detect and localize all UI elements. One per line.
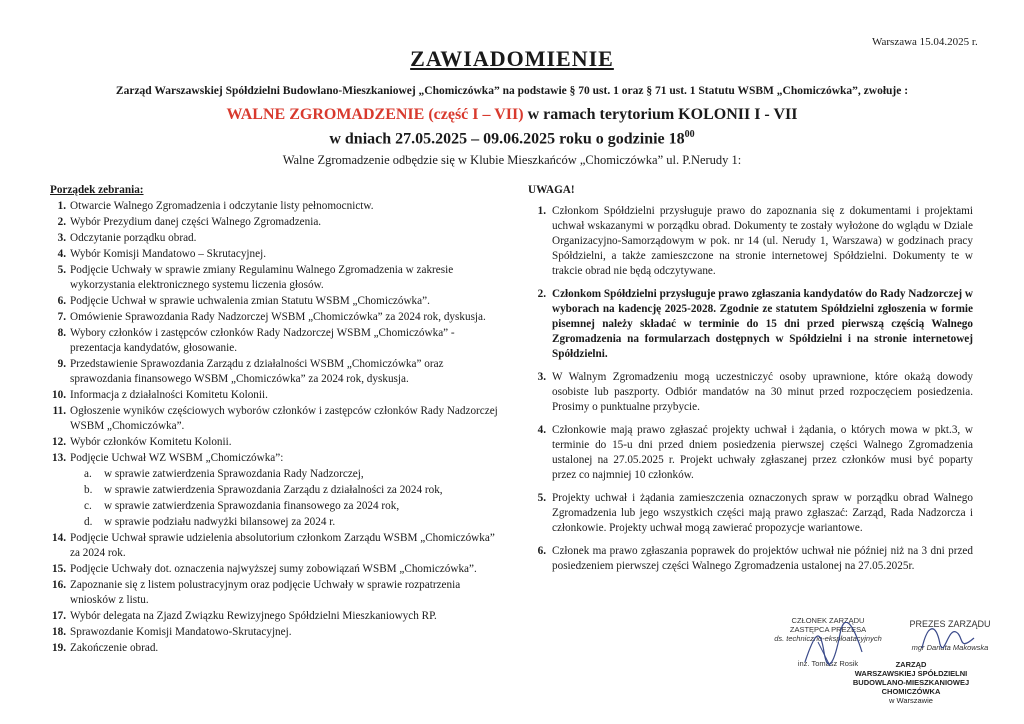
notice-item-number: 4. — [537, 424, 546, 436]
vice-name: inż. Tomasz Rosik — [797, 659, 859, 668]
agenda-item-number: 10. — [52, 389, 66, 401]
notice-title: UWAGA! — [528, 184, 575, 196]
agenda-item — [50, 326, 505, 356]
assembly-heading — [0, 106, 1024, 124]
agenda-subitem — [50, 499, 505, 514]
notice-item-number: 5. — [537, 492, 546, 504]
agenda-item — [50, 609, 505, 624]
stamp-line-5: w Warszawie — [889, 696, 933, 705]
agenda-item-text: Wybór Komisji Mandatowo – Skrutacyjnej. — [70, 248, 267, 260]
notice-item-text: Członkowie mają prawo zgłaszać projekty uchwał i żądania, o których mowa w pkt.3, w terminie do 15-u dni przed dniem posiedzenia pierwszej części Walnego Zgromadzenia ustalonej na 27.05.2025 r. Projekt uchwały zgłaszanej przez członków musi być poparty przez co najmniej 10 członków. — [552, 424, 973, 481]
agenda-item-number: 1. — [57, 200, 66, 212]
notice-item-number: 1. — [537, 205, 546, 217]
notice-item-text: Członkom Spółdzielni przysługuje prawo do zapoznania się z dokumentami i projektami uchwał wskazanymi w porządku obrad. Dokumenty te zostały wyłożone do wglądu w Dziale Organizacyjno-Samorządowym w pok. nr 14 (ul. Nerudy 1, Warszawa) w godzinach pracy Spółdzielni, a także zamieszczone na stronie internetowej Spółdzielni. Dokumenty te w trakcie obrad nie będą odczytywane. — [552, 205, 973, 277]
stamp-line-4: CHOMICZÓWKA — [881, 687, 941, 696]
agenda-item — [50, 310, 505, 325]
agenda-subitem — [50, 483, 505, 498]
agenda-item — [50, 451, 505, 466]
intro-text: Zarząd Warszawskiej Spółdzielni Budowlano-Mieszkaniowej „Chomiczówka” na podstawie § 70 ust. 1 oraz § 71 ust. 1 Statutu WSBM „Chomiczówka”, zwołuje : — [115, 85, 909, 97]
document-title: ZAWIADOMIENIE — [410, 46, 614, 71]
notice-item — [528, 491, 973, 536]
president-name: mgr Danuta Makowska — [911, 643, 989, 652]
agenda-subitem-text: w sprawie zatwierdzenia Sprawozdania Zarządu z działalności za 2024 rok, — [104, 484, 443, 496]
agenda-item — [50, 247, 505, 262]
agenda-item — [50, 357, 505, 387]
notice-item — [528, 204, 973, 279]
vice-title-1: CZŁONEK ZARZĄDU — [791, 616, 865, 625]
assembly-heading-red: WALNE ZGROMADZENIE (część I – VII) — [226, 106, 524, 123]
agenda-item-number: 18. — [52, 626, 66, 638]
agenda-item-text: Ogłoszenie wyników częściowych wyborów członków i zastępców członków Rady Nadzorczej WSBM „Chomiczówka”. — [70, 405, 498, 432]
notice-list — [528, 204, 973, 574]
vice-title-3: ds. techniczno-eksploatacyjnych — [774, 634, 882, 643]
agenda-item-number: 11. — [52, 405, 66, 417]
agenda-item-number: 12. — [52, 436, 66, 448]
agenda-subitem — [50, 515, 505, 530]
agenda-section — [50, 183, 505, 656]
agenda-item — [50, 263, 505, 293]
assembly-dates-text: w dniach 27.05.2025 – 09.06.2025 roku o godzinie 18 — [329, 130, 685, 148]
notice-item-text: W Walnym Zgromadzeniu mogą uczestniczyć osoby uprawnione, które okażą dowody osobiste lub paszporty. Odbiór mandatów na 30 minut przed rozpoczęciem posiedzenia. Prosimy o punktualne przybycie. — [552, 371, 973, 413]
agenda-item-number: 6. — [57, 295, 66, 307]
agenda-item-number: 3. — [57, 232, 66, 244]
agenda-item-number: 17. — [52, 610, 66, 622]
stamp-line-2: WARSZAWSKIEJ SPÓŁDZIELNI — [854, 669, 968, 678]
document-date: Warszawa 15.04.2025 r. — [872, 36, 978, 48]
agenda-item-text: Podjęcie Uchwały dot. oznaczenia najwyższej sumy zobowiązań WSBM „Chomiczówka”. — [70, 563, 477, 575]
agenda-subitem-text: w sprawie zatwierdzenia Sprawozdania Rady Nadzorczej, — [104, 468, 364, 480]
agenda-item-text: Wybór delegata na Zjazd Związku Rewizyjnego Spółdzielni Mieszkaniowych RP. — [70, 610, 437, 622]
agenda-item-text: Wybór członków Komitetu Kolonii. — [70, 436, 232, 448]
assembly-dates — [0, 129, 1024, 148]
agenda-item — [50, 388, 505, 403]
agenda-item-number: 14. — [52, 532, 66, 544]
agenda-item-text: Podjęcie Uchwał WZ WSBM „Chomiczówka”: — [70, 452, 284, 464]
agenda-subitem-text: w sprawie zatwierdzenia Sprawozdania finansowego za 2024 rok, — [104, 500, 400, 512]
agenda-subitem — [50, 467, 505, 482]
president-handwritten-signature — [918, 618, 978, 658]
agenda-item-number: 5. — [57, 264, 66, 276]
agenda-item — [50, 294, 505, 309]
notice-item — [528, 370, 973, 415]
agenda-item-text: Podjęcie Uchwały w sprawie zmiany Regulaminu Walnego Zgromadzenia w zakresie wykorzystania elektronicznego systemu liczenia głosów. — [70, 264, 454, 291]
notice-section — [528, 183, 973, 582]
agenda-title: Porządek zebrania: — [50, 184, 144, 196]
agenda-item — [50, 404, 505, 434]
president-title: PREZES ZARZĄDU — [909, 619, 991, 629]
agenda-item — [50, 231, 505, 246]
agenda-item-number: 16. — [52, 579, 66, 591]
agenda-item-text: Wybory członków i zastępców członków Rady Nadzorczej WSBM „Chomiczówka” - prezentacja kandydatów, głosowanie. — [70, 327, 455, 354]
notice-item — [528, 423, 973, 483]
board-stamp — [846, 660, 976, 705]
agenda-item — [50, 435, 505, 450]
agenda-subitem-letter: a. — [84, 468, 92, 480]
notice-item — [528, 544, 973, 574]
agenda-item-text: Otwarcie Walnego Zgromadzenia i odczytanie listy pełnomocnictw. — [70, 200, 374, 212]
agenda-subitem-letter: d. — [84, 516, 93, 528]
agenda-item — [50, 641, 505, 656]
agenda-item — [50, 215, 505, 230]
stamp-line-1: ZARZĄD — [895, 660, 927, 669]
agenda-item — [50, 562, 505, 577]
assembly-dates-sup: 00 — [684, 129, 695, 140]
agenda-item-number: 19. — [52, 642, 66, 654]
agenda-item-number: 13. — [52, 452, 66, 464]
notice-item-text: Projekty uchwał i żądania zamieszczenia oznaczonych spraw w porządku obrad Walnego Zgromadzenia lub jego wszystkich części mają prawo zgłaszać: Zarząd, Rada Nadzorcza i członkowie. Projekty uchwał mogą zawierać propozycje wariantowe. — [552, 492, 973, 534]
agenda-item-number: 4. — [57, 248, 66, 260]
notice-item-text: Członek ma prawo zgłaszania poprawek do projektów uchwał nie później niż na 3 dni przed posiedzeniem pierwszej części Walnego Zgromadzenia ustalonej na 27.05.2025r. — [552, 545, 973, 572]
notice-item-number: 6. — [537, 545, 546, 557]
agenda-item-number: 8. — [57, 327, 66, 339]
agenda-item — [50, 199, 505, 214]
agenda-item-text: Odczytanie porządku obrad. — [70, 232, 197, 244]
notice-item-number: 2. — [537, 288, 546, 300]
agenda-subitem-letter: c. — [84, 500, 92, 512]
notice-item-text: Członkom Spółdzielni przysługuje prawo zgłaszania kandydatów do Rady Nadzorczej w wyborach na kadencję 2025-2028. Zgodnie ze statutem Spółdzielni zgłoszenia w formie pisemnej należy składać w terminie do 15 dni przed pierwszą częścią Walnego Zgromadzenia na formularzach dostępnych w Spółdzielni i na stronie internetowej Spółdzielni. — [552, 288, 973, 360]
agenda-item-text: Zapoznanie się z listem polustracyjnym oraz podjęcie Uchwały w sprawie rozpatrzenia wniosków z listu. — [70, 579, 461, 606]
stamp-line-3: BUDOWLANO-MIESZKANIOWEJ — [852, 678, 970, 687]
agenda-subitem-letter: b. — [84, 484, 93, 496]
agenda-item-text: Wybór Prezydium danej części Walnego Zgromadzenia. — [70, 216, 322, 228]
agenda-list — [50, 199, 505, 656]
notice-item-number: 3. — [537, 371, 546, 383]
agenda-item-text: Podjęcie Uchwał w sprawie uchwalenia zmian Statutu WSBM „Chomiczówka”. — [70, 295, 430, 307]
agenda-item-text: Zakończenie obrad. — [70, 642, 159, 654]
agenda-item-text: Przedstawienie Sprawozdania Zarządu z działalności WSBM „Chomiczówka” oraz sprawozdania finansowego WSBM „Chomiczówka” za 2024 rok, dyskusja. — [70, 358, 444, 385]
agenda-item-text: Sprawozdanie Komisji Mandatowo-Skrutacyjnej. — [70, 626, 292, 638]
agenda-item-text: Informacja z działalności Komitetu Kolonii. — [70, 389, 268, 401]
agenda-item-number: 7. — [57, 311, 66, 323]
notice-item — [528, 287, 973, 362]
agenda-item — [50, 531, 505, 561]
agenda-item — [50, 578, 505, 608]
agenda-item-number: 9. — [57, 358, 66, 370]
assembly-venue: Walne Zgromadzenie odbędzie się w Klubie Mieszkańców „Chomiczówka” ul. P.Nerudy 1: — [282, 153, 742, 167]
agenda-item-text: Podjęcie Uchwał sprawie udzielenia absolutorium członkom Zarządu WSBM „Chomiczówka” za 2024 rok. — [70, 532, 495, 559]
agenda-item — [50, 625, 505, 640]
vice-title-2: ZASTĘPCA PREZESA — [789, 625, 867, 634]
agenda-subitem-text: w sprawie podziału nadwyżki bilansowej za 2024 r. — [104, 516, 336, 528]
agenda-item-number: 2. — [57, 216, 66, 228]
agenda-item-number: 15. — [52, 563, 66, 575]
agenda-item-text: Omówienie Sprawozdania Rady Nadzorczej WSBM „Chomiczówka” za 2024 rok, dyskusja. — [70, 311, 486, 323]
assembly-heading-rest: w ramach terytorium KOLONII I - VII — [523, 106, 798, 123]
